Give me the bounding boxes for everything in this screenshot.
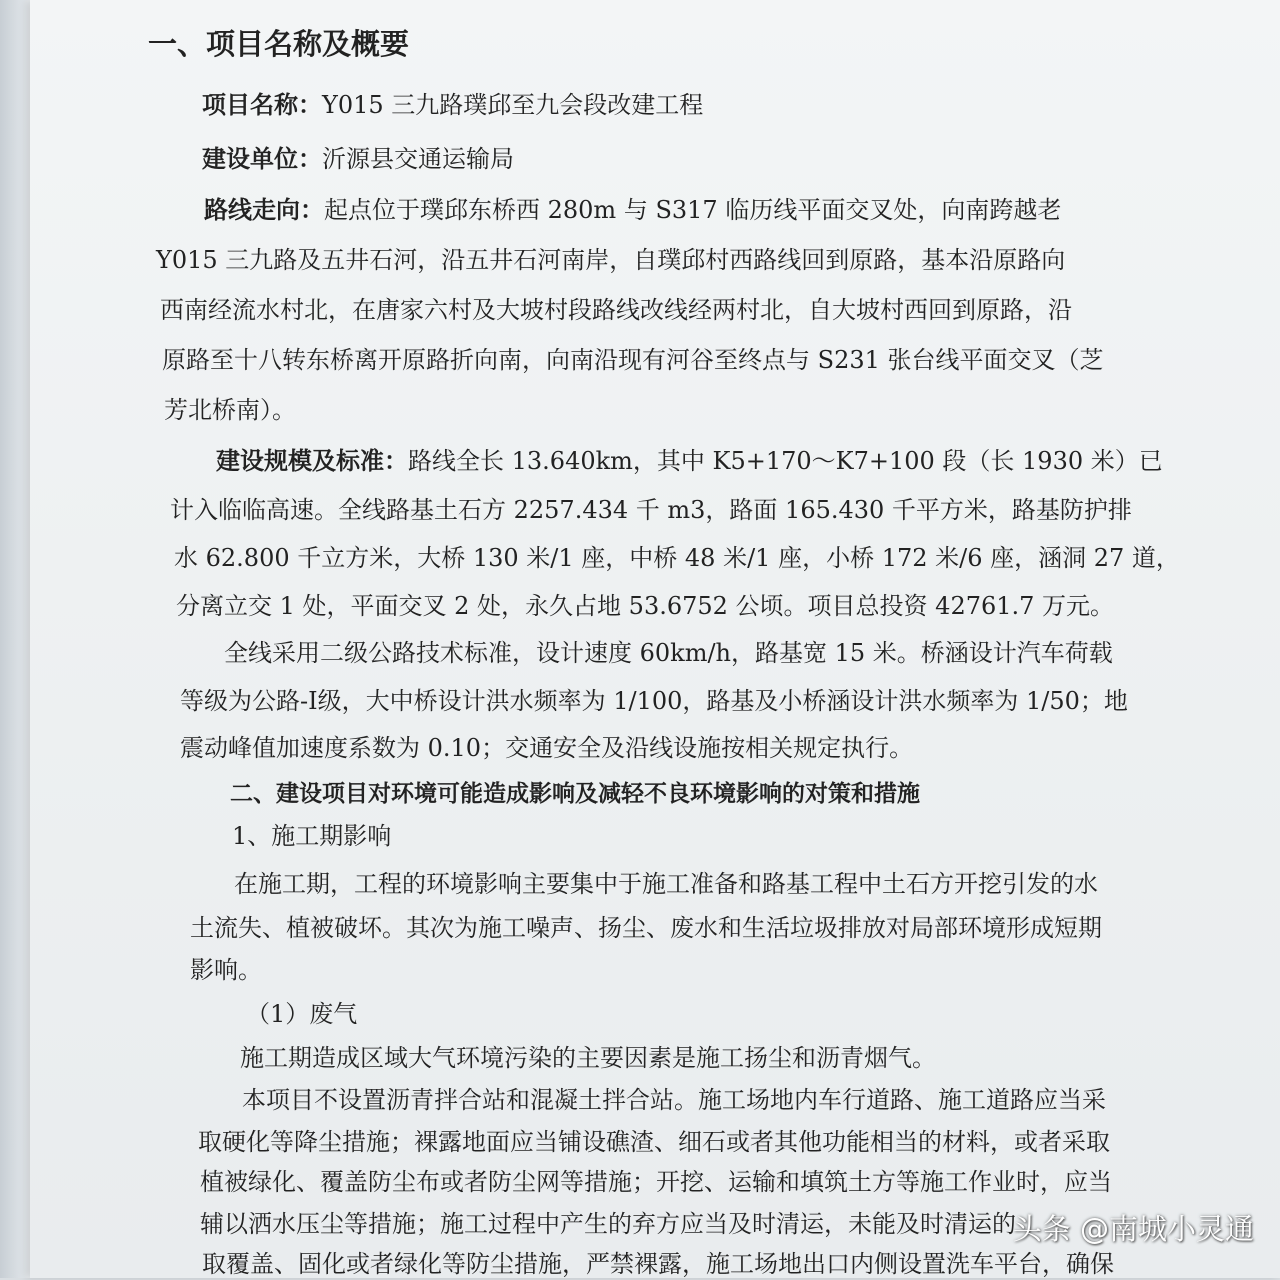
standard-line: 等级为公路-I级，大中桥设计洪水频率为 1/100，路基及小桥涵设计洪水频率为 1/50；地 xyxy=(180,687,1128,715)
scale-label: 建设规模及标准： xyxy=(216,447,408,475)
standard-line: 震动峰值加速度系数为 0.10；交通安全及沿线设施按相关规定执行。 xyxy=(180,734,914,762)
measures-line: 本项目不设置沥青拌合站和混凝土拌合站。施工场地内车行道路、施工道路应当采 xyxy=(242,1086,1106,1114)
route-line: 起点位于璞邱东桥西 280m 与 S317 临历线平面交叉处，向南跨越老 xyxy=(324,196,1062,224)
project-name-label: 项目名称： xyxy=(202,91,322,119)
intro-line: 土流失、植被破坏。其次为施工噪声、扬尘、废水和生活垃圾排放对局部环境形成短期 xyxy=(190,914,1102,942)
platform-watermark: 头条 @南城小灵通 xyxy=(1012,1212,1254,1246)
exhaust-gas-line: 施工期造成区域大气环境污染的主要因素是施工扬尘和沥青烟气。 xyxy=(240,1044,936,1072)
intro-line: 在施工期，工程的环境影响主要集中于施工准备和路基工程中土石方开挖引发的水 xyxy=(234,870,1098,898)
route-line: 原路至十八转东桥离开原路折向南，向南沿现有河谷至终点与 S231 张台线平面交叉（芝 xyxy=(162,346,1104,374)
construction-period-heading: 1、施工期影响 xyxy=(232,822,392,850)
exhaust-gas-heading: （1）废气 xyxy=(246,1000,358,1028)
scale-line: 水 62.800 千立方米，大桥 130 米/1 座，中桥 48 米/1 座，小桥 172 米/6 座，涵洞 27 道， xyxy=(174,544,1180,572)
route-line: 西南经流水村北，在唐家六村及大坡村段路线改线经两村北，自大坡村西回到原路，沿 xyxy=(160,296,1072,324)
builder-value: 沂源县交通运输局 xyxy=(322,145,514,173)
measures-line: 辅以洒水压尘等措施；施工过程中产生的弃方应当及时清运，未能及时清运的 xyxy=(200,1210,1016,1238)
route-row xyxy=(204,194,1061,226)
intro-line: 影响。 xyxy=(190,956,262,984)
document-page xyxy=(30,0,1280,1278)
section1-heading: 一、项目名称及概要 xyxy=(148,27,410,61)
project-name-value: Y015 三九路璞邱至九会段改建工程 xyxy=(322,91,704,119)
route-label: 路线走向： xyxy=(204,196,324,224)
paper-shadow-edge xyxy=(0,0,34,1278)
section2-heading: 二、建设项目对环境可能造成影响及减轻不良环境影响的对策和措施 xyxy=(230,781,920,807)
builder-row xyxy=(202,143,514,175)
route-line: Y015 三九路及五井石河，沿五井石河南岸，自璞邱村西路线回到原路，基本沿原路向 xyxy=(156,246,1066,274)
scale-row xyxy=(216,445,1163,477)
scale-line: 分离立交 1 处，平面交叉 2 处，永久占地 53.6752 公顷。项目总投资 42761.7 万元。 xyxy=(176,592,1115,620)
standard-line: 全线采用二级公路技术标准，设计速度 60km/h，路基宽 15 米。桥涵设计汽车荷载 xyxy=(224,639,1113,667)
scale-line: 路线全长 13.640km，其中 K5+170～K7+100 段（长 1930 米）已 xyxy=(408,447,1163,475)
project-name-row xyxy=(202,89,703,121)
measures-line: 植被绿化、覆盖防尘布或者防尘网等措施；开挖、运输和填筑土方等施工作业时，应当 xyxy=(200,1168,1112,1196)
measures-line: 取覆盖、固化或者绿化等防尘措施，严禁裸露，施工场地出口内侧设置洗车平台，确保 xyxy=(202,1250,1114,1278)
measures-line: 取硬化等降尘措施；裸露地面应当铺设礁渣、细石或者其他功能相当的材料，或者采取 xyxy=(198,1128,1110,1156)
route-line: 芳北桥南）。 xyxy=(164,396,296,424)
scale-line: 计入临临高速。全线路基土石方 2257.434 千 m3，路面 165.430 千平方米，路基防护排 xyxy=(170,496,1132,524)
builder-label: 建设单位： xyxy=(202,145,322,173)
